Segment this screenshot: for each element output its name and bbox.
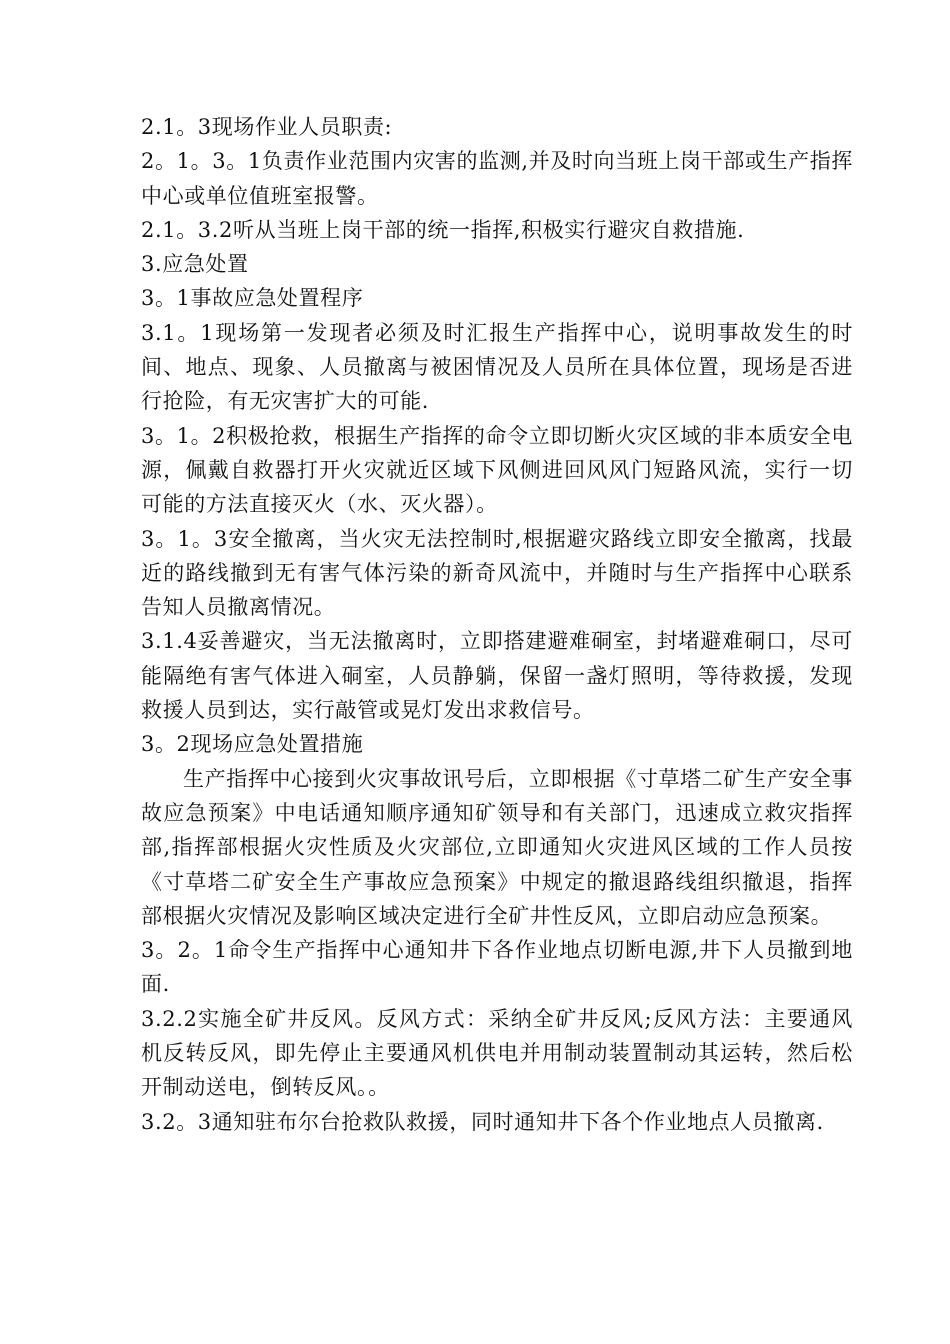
paragraph-3-1-4: 3.1.4妥善避灾，当无法撤离时，立即搭建避难硐室，封堵避难硐口，尽可能隔绝有害气体进入硐室，人员静躺，保留一盏灯照明，等待救援，发现救援人员到达，实行敲管或晃灯发出求救信号。 bbox=[141, 629, 853, 723]
paragraph-3-2-intro: 生产指挥中心接到火灾事故讯号后，立即根据《寸草塔二矿生产安全事故应急预案》中电话通知顺序通知矿领导和有关部门，迅速成立救灾指挥部,指挥部根据火灾性质及火灾部位,立即通知火灾进风区域的工作人员按《寸草塔二矿安全生产事故应急预案》中规定的撤退路线组织撤退，指挥部根据火灾情况及影响区域决定进行全矿井性反风，立即启动应急预案。 bbox=[141, 766, 853, 928]
section-heading-3: 3.应急处置 bbox=[141, 252, 249, 277]
paragraph-2-1-3-1: 2。1。3。1负责作业范围内灾害的监测,并及时向当班上岗干部或生产指挥中心或单位值班室报警。 bbox=[141, 149, 853, 208]
document-body bbox=[141, 110, 853, 1139]
section-heading-3-2: 3。2现场应急处置措施 bbox=[141, 732, 364, 757]
paragraph-2-1-3: 2.1。3现场作业人员职责: bbox=[141, 115, 393, 139]
paragraph-3-2-3: 3.2。3通知驻布尔台抢救队救援，同时通知井下各个作业地点人员撤离. bbox=[141, 1109, 824, 1134]
section-heading-3-1: 3。1事故应急处置程序 bbox=[141, 286, 364, 311]
paragraph-3-2-1: 3。2。1命令生产指挥中心通知井下各作业地点切断电源,井下人员撤到地面. bbox=[141, 938, 853, 997]
paragraph-3-1-2: 3。1。2积极抢救，根据生产指挥的命令立即切断火灾区域的非本质安全电源，佩戴自救器打开火灾就近区域下风侧进回风风门短路风流，实行一切可能的方法直接灭火（水、灭火器）。 bbox=[141, 423, 853, 517]
paragraph-3-2-2: 3.2.2实施全矿井反风。反风方式：采纳全矿井反风;反风方法：主要通风机反转反风，即先停止主要通风机供电并用制动装置制动其运转，然后松开制动送电，倒转反风。。 bbox=[141, 1006, 853, 1100]
paragraph-3-1-3: 3。1。3安全撤离，当火灾无法控制时,根据避灾路线立即安全撤离，找最近的路线撤到无有害气体污染的新奇风流中，并随时与生产指挥中心联系告知人员撤离情况。 bbox=[141, 526, 853, 620]
paragraph-3-1-1: 3.1。1现场第一发现者必须及时汇报生产指挥中心，说明事故发生的时间、地点、现象、人员撤离与被困情况及人员所在具体位置，现场是否进行抢险，有无灾害扩大的可能. bbox=[141, 320, 853, 414]
paragraph-2-1-3-2: 2.1。3.2听从当班上岗干部的统一指挥,积极实行避灾自救措施. bbox=[141, 217, 745, 242]
